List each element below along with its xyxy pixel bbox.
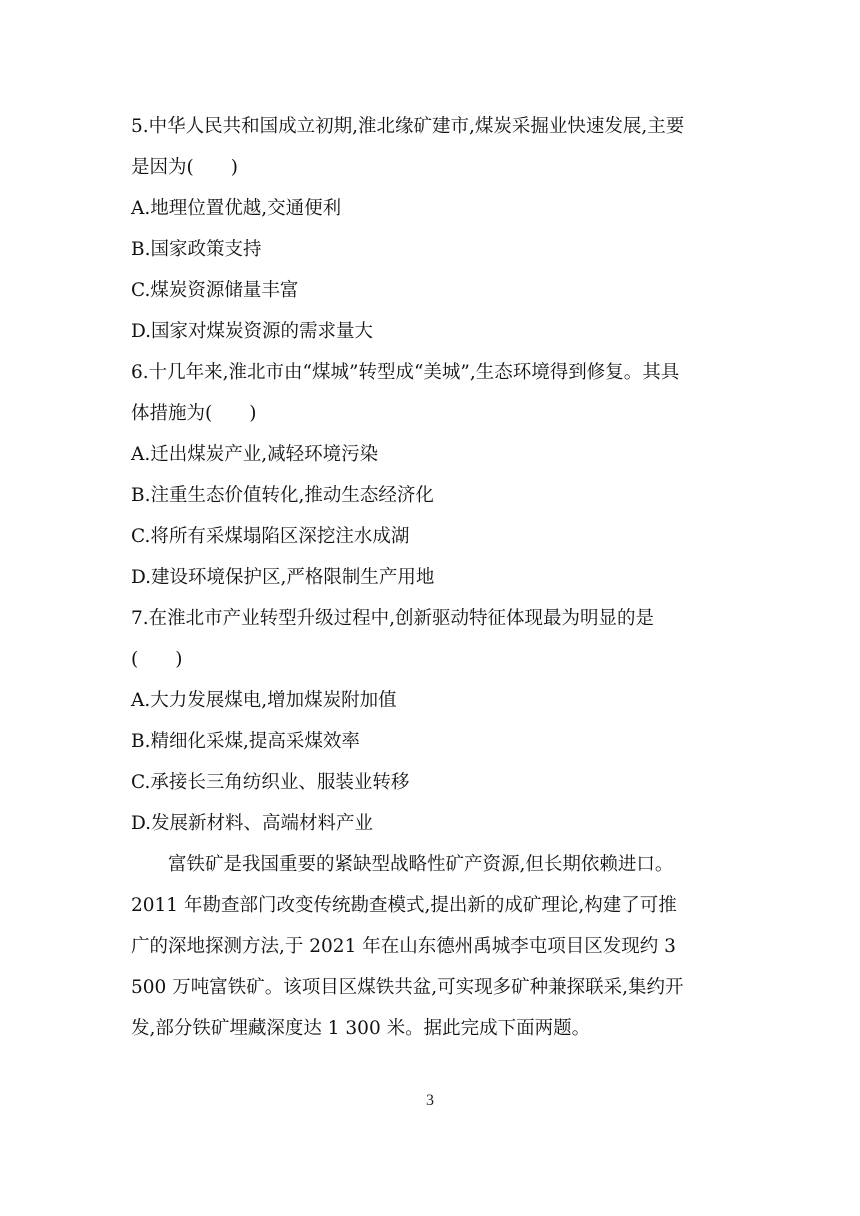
question-6-option-d: D.建设环境保护区,严格限制生产用地 [131,567,435,588]
question-5-option-b: B.国家政策支持 [131,239,262,260]
question-5-option-a: A.地理位置优越,交通便利 [131,198,342,219]
question-5-option-c: C.煤炭资源储量丰富 [131,280,299,301]
question-6-option-c: C.将所有采煤塌陷区深挖注水成湖 [131,526,410,547]
question-5-stem-line-1: 5.中华人民共和国成立初期,淮北缘矿建市,煤炭采掘业快速发展,主要 [131,116,685,137]
question-6-option-a: A.迁出煤炭产业,减轻环境污染 [131,444,379,465]
passage-line-3: 广的深地探测方法,于 2021 年在山东德州禹城李屯项目区发现约 3 [131,936,676,957]
question-7-option-d: D.发展新材料、高端材料产业 [131,813,374,834]
question-7 [131,598,731,844]
question-5 [131,106,731,352]
question-7-option-b: B.精细化采煤,提高采煤效率 [131,731,360,752]
passage-line-1: 富铁矿是我国重要的紧缺型战略性矿产资源,但长期依赖进口。 [168,854,674,875]
question-7-option-a: A.大力发展煤电,增加煤炭附加值 [131,690,397,711]
question-6-stem-line-2: 体措施为( ) [131,403,257,424]
question-6-stem-line-1: 6.十几年来,淮北市由“煤城”转型成“美城”,生态环境得到修复。其具 [131,362,680,383]
page-number: 3 [426,1092,434,1109]
question-7-option-c: C.承接长三角纺织业、服装业转移 [131,772,410,793]
passage-line-2: 2011 年勘查部门改变传统勘查模式,提出新的成矿理论,构建了可推 [131,895,677,916]
page-content [131,106,731,1049]
passage-line-4: 500 万吨富铁矿。该项目区煤铁共盆,可实现多矿种兼探联采,集约开 [131,977,684,998]
question-6 [131,352,731,598]
question-6-option-b: B.注重生态价值转化,推动生态经济化 [131,485,434,506]
question-7-stem-line-1: 7.在淮北市产业转型升级过程中,创新驱动特征体现最为明显的是 [131,608,655,629]
reading-passage [131,844,731,1049]
question-5-option-d: D.国家对煤炭资源的需求量大 [131,321,374,342]
question-7-stem-line-2: ( ) [131,649,183,670]
passage-line-5: 发,部分铁矿埋藏深度达 1 300 米。据此完成下面两题。 [131,1018,591,1039]
question-5-stem-line-2: 是因为( ) [131,157,238,178]
